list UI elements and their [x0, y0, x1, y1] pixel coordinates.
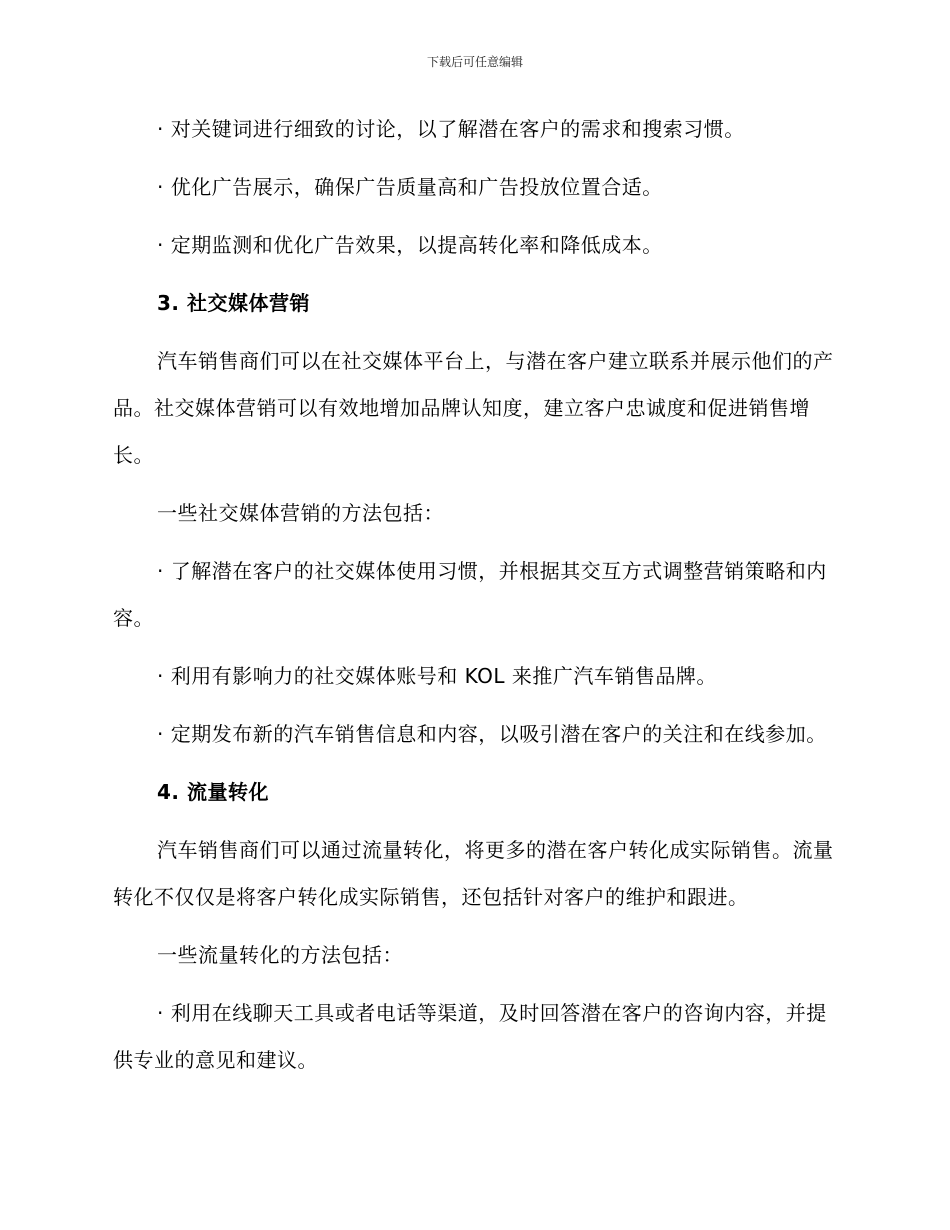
- body-paragraph: 一些社交媒体营销的方法包括：: [157, 501, 444, 525]
- body-paragraph: 汽车销售商们可以在社交媒体平台上，与潜在客户建立联系并展示他们的产品。社交媒体营销可以有效地增加品牌认知度，建立客户忠诚度和促进销售增长。: [113, 349, 834, 467]
- section-heading: 4. 流量转化: [157, 780, 269, 804]
- section-heading: 3. 社交媒体营销: [157, 291, 310, 315]
- bullet-paragraph: · 了解潜在客户的社交媒体使用习惯，并根据其交互方式调整营销策略和内容。: [113, 559, 827, 630]
- bullet-paragraph: · 定期发布新的汽车销售信息和内容，以吸引潜在客户的关注和在线参加。: [157, 722, 827, 746]
- body-paragraph: 一些流量转化的方法包括：: [157, 943, 403, 967]
- document-body: [113, 106, 835, 1095]
- bullet-paragraph: · 优化广告展示，确保广告质量高和广告投放位置合适。: [157, 175, 663, 199]
- bullet-paragraph: · 利用在线聊天工具或者电话等渠道，及时回答潜在客户的咨询内容，并提供专业的意见和建议。: [113, 1001, 827, 1072]
- page-header: 下载后可任意编辑: [426, 55, 523, 69]
- bullet-paragraph: · 定期监测和优化广告效果，以提高转化率和降低成本。: [157, 233, 663, 257]
- bullet-paragraph: · 利用有影响力的社交媒体账号和 KOL 来推广汽车销售品牌。: [157, 664, 717, 688]
- bullet-paragraph: · 对关键词进行细致的讨论，以了解潜在客户的需求和搜索习惯。: [157, 117, 745, 141]
- body-paragraph: 汽车销售商们可以通过流量转化，将更多的潜在客户转化成实际销售。流量转化不仅仅是将客户转化成实际销售，还包括针对客户的维护和跟进。: [113, 838, 834, 909]
